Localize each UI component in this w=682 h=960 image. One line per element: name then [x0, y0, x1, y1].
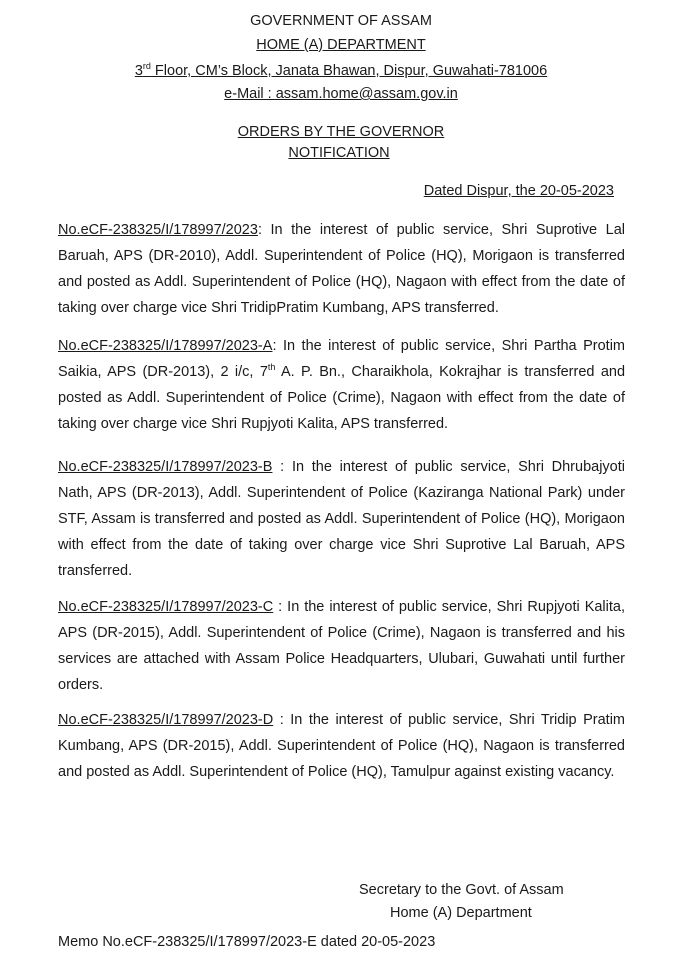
address-line — [0, 60, 682, 82]
signature-title: Secretary to the Govt. of Assam — [359, 882, 564, 898]
memo-line: Memo No.eCF-238325/I/178997/2023-E dated 20-05-2023 — [58, 934, 436, 950]
email-text: e-Mail : assam.home@assam.gov.in — [224, 86, 458, 102]
address-floor-suffix: rd — [142, 61, 151, 71]
department-title — [0, 34, 682, 56]
department-name: HOME (A) DEPARTMENT — [256, 37, 426, 53]
order-paragraph-4 — [58, 594, 625, 698]
orders-heading — [0, 121, 682, 143]
order-ref-2: No.eCF-238325/I/178997/2023-A — [58, 338, 273, 354]
order-paragraph-1 — [58, 217, 625, 321]
order-text-2b: A. P. Bn., Charaikhola, Kokrajhar is transferred and posted as Addl. Superintendent of Police (Crime), Nagaon with effect from the date of taking over charge vice Shri Rupjyoti Kalita, APS transferred. — [58, 364, 626, 432]
order-ref-1: No.eCF-238325/I/178997/2023 — [58, 222, 258, 238]
order-text-4: : In the interest of public service, Shri Rupjyoti Kalita, APS (DR-2015), Addl. Superintendent of Police (Crime), Nagaon is transferred and his services are attached with Assam Police Headquarters, Ulubari, Guwahati until further orders. — [58, 599, 625, 693]
address-text: Floor, CM’s Block, Janata Bhawan, Dispur, Guwahati-781006 — [150, 63, 548, 79]
orders-text: ORDERS BY THE GOVERNOR — [237, 124, 445, 140]
order-ref-4: No.eCF-238325/I/178997/2023-C — [58, 599, 274, 615]
dated-text: Dated Dispur, the 20-05-2023 — [423, 183, 614, 199]
email-line — [0, 83, 682, 105]
order-text-1: : In the interest of public service, Shri Suprotive Lal Baruah, APS (DR-2010), Addl. Superintendent of Police (HQ), Morigaon is transferred and posted as Addl. Superintendent of Police (HQ), Nagaon with effect from the date of taking over charge vice Shri TridipPratim Kumbang, APS transferred. — [58, 222, 625, 316]
signature-department: Home (A) Department — [390, 905, 532, 921]
order-text-5: : In the interest of public service, Shri Tridip Pratim Kumbang, APS (DR-2015), Addl. Superintendent of Police (HQ), Nagaon is transferred and posted as Addl. Superintendent of Police (HQ), Tamulpur against existing vacancy. — [58, 712, 625, 780]
dated-line — [424, 180, 614, 202]
notification-heading — [0, 142, 680, 164]
address-floor-number: 3 — [134, 63, 143, 79]
order-paragraph-2 — [58, 333, 625, 437]
order-ref-5: No.eCF-238325/I/178997/2023-D — [58, 712, 274, 728]
order-paragraph-5 — [58, 707, 625, 785]
govt-title: GOVERNMENT OF ASSAM — [250, 13, 432, 29]
order-text-2-sup: th — [267, 362, 276, 372]
order-text-3: : In the interest of public service, Shri Dhrubajyoti Nath, APS (DR-2013), Addl. Superintendent of Police (Kaziranga National Park) under STF, Assam is transferred and posted as Addl. Superintendent of Police (HQ), Morigaon with effect from the date of taking over charge vice Shri Suprotive Lal Baruah, APS transferred. — [58, 459, 625, 579]
notification-text: NOTIFICATION — [288, 145, 390, 161]
order-text-2a: : In the interest of public service, Shri Partha Protim Saikia, APS (DR-2013), 2 i/c, 7 — [58, 338, 625, 380]
order-ref-3: No.eCF-238325/I/178997/2023-B — [58, 459, 273, 475]
order-paragraph-3 — [58, 454, 625, 584]
